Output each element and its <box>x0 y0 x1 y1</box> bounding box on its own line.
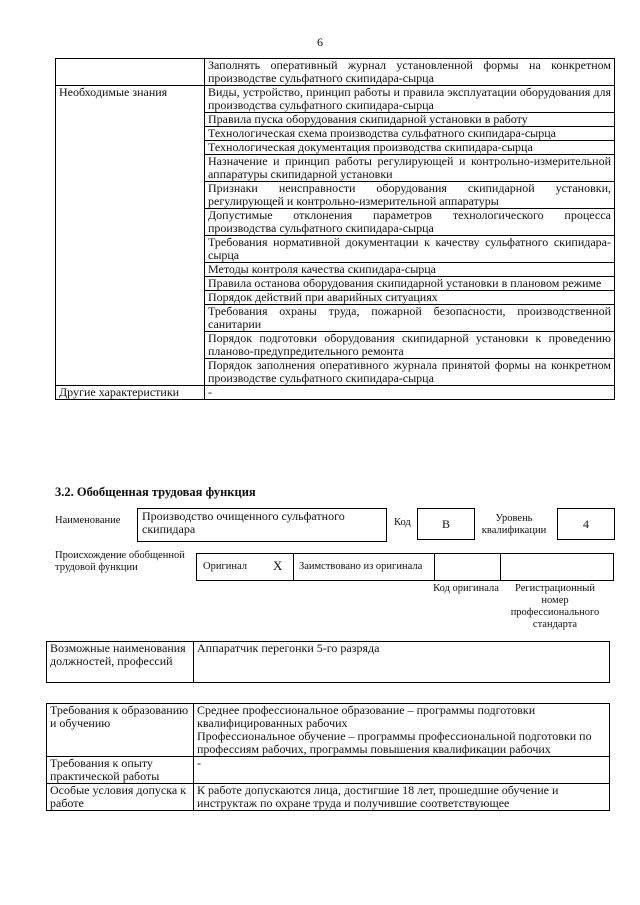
table-row <box>56 86 615 113</box>
table-row <box>56 386 615 400</box>
origin-label: Происхождение обобщенной трудовой функции <box>55 550 185 573</box>
page-number: 6 <box>317 35 323 49</box>
cell-text <box>194 704 610 757</box>
borrowed-label: Заимствовано из оригинала <box>299 561 423 572</box>
skills-knowledge-table <box>55 58 615 400</box>
cell-text: - <box>205 386 615 400</box>
divider <box>500 554 501 580</box>
table-row <box>56 59 615 86</box>
origin-code-label: Код оригинала <box>433 583 499 594</box>
cell-text: Технологическая документация производства скипидара-сырца <box>205 141 615 155</box>
section-title: 3.2. Обобщенная трудовая функция <box>55 485 256 499</box>
cell-text: Правила останова оборудования скипидарной установки в плановом режиме <box>205 277 615 291</box>
row-label: Другие характеристики <box>56 386 205 400</box>
cell-line: Среднее профессиональное образование – программы подготовки квалифицированных рабочих <box>197 703 536 730</box>
row-label: Требования к опыту практической работы <box>47 757 194 784</box>
table-row <box>47 642 610 683</box>
row-label: Необходимые знания <box>56 86 205 386</box>
row-label <box>56 59 205 86</box>
requirements-table <box>46 703 610 811</box>
table-row <box>47 757 610 784</box>
divider <box>434 554 435 580</box>
positions-table <box>46 641 610 683</box>
cell-text: Виды, устройство, принцип работы и правила эксплуатации оборудования для производства сульфатного скипидара-сырца <box>205 86 615 113</box>
cell-text: Требования нормативной документации к качеству сульфатного скипидара-сырца <box>205 236 615 263</box>
cell-text: Порядок заполнения оперативного журнала принятой формы на конкретном производстве сульфатного скипидара-сырца <box>205 359 615 386</box>
cell-text: Правила пуска оборудования скипидарной установки в работу <box>205 113 615 127</box>
cell-text: Требования охраны труда, пожарной безопасности, производственной санитарии <box>205 305 615 332</box>
code-label: Код <box>394 517 411 528</box>
row-label: Требования к образованию и обучению <box>47 704 194 757</box>
cell-text: Порядок действий при аварийных ситуациях <box>205 291 615 305</box>
reg-number-label: Регистрационный номер профессионального стандарта <box>510 583 600 630</box>
name-value: Производство очищенного сульфатного скипидара <box>137 508 387 542</box>
cell-text: Признаки неисправности оборудования скипидарной установки, регулирующей и контрольно-измерительной аппаратуры <box>205 182 615 209</box>
cell-text: Порядок подготовки оборудования скипидарной установки к проведению планово-предупредительного ремонта <box>205 332 615 359</box>
cell-text: Технологическая схема производства сульфатного скипидара-сырца <box>205 127 615 141</box>
cell-text: Допустимые отклонения параметров технологического процесса производства сульфатного скипидара-сырца <box>205 209 615 236</box>
cell-text: - <box>194 757 610 784</box>
original-mark: X <box>273 558 283 573</box>
cell-line: Профессиональное обучение – программы профессиональной подготовки по профессиям рабочих, программы повышения квалификации рабочих <box>197 729 592 756</box>
cell-text: Аппаратчик перегонки 5-го разряда <box>194 642 610 683</box>
name-label: Наименование <box>55 515 121 526</box>
level-value: 4 <box>557 508 615 540</box>
cell-text: К работе допускаются лица, достигшие 18 лет, прошедшие обучение и инструктаж по охране труда и получившие соответствующее <box>194 784 610 811</box>
level-label: Уровень квалификации <box>481 513 547 536</box>
cell-text: Назначение и принцип работы регулирующей и контрольно-измерительной аппаратуры скипидарной установки <box>205 155 615 182</box>
table-row <box>47 704 610 757</box>
table-row <box>47 784 610 811</box>
divider <box>293 554 294 580</box>
cell-text: Заполнять оперативный журнал установленной формы на конкретном производстве сульфатного скипидара-сырца <box>205 59 615 86</box>
row-label: Особые условия допуска к работе <box>47 784 194 811</box>
code-value: B <box>417 508 475 540</box>
cell-text: Методы контроля качества скипидара-сырца <box>205 263 615 277</box>
origin-row <box>196 553 614 581</box>
row-label: Возможные наименования должностей, профессий <box>47 642 194 683</box>
original-label: Оригинал <box>203 561 247 572</box>
